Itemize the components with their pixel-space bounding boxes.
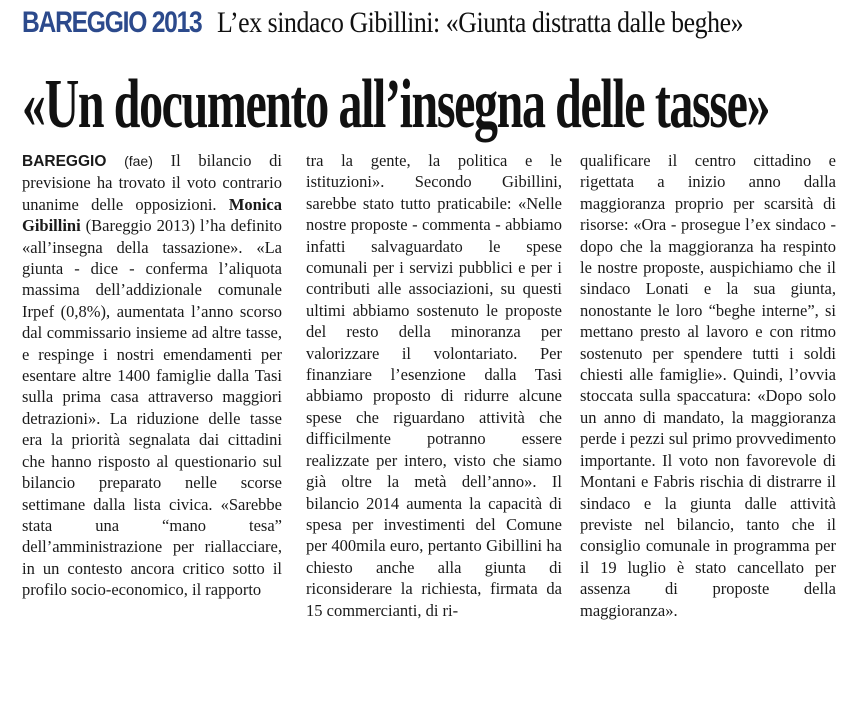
body-text: tra la gente, la politica e le istituzioni». Secondo Gibillini, sarebbe stato tutto praticabile: «Nelle nostre proposte - commenta - abbiamo infatti salvaguardato le spese comunali per i servizi pubblici e per i contributi alle associazioni, su questi ultimi abbiamo sostenuto le proposte del resto della minoranza per valorizzare il volontariato. Per finanziare l’esenzione dalla Tasi abbiamo proposto di ridurre alcune spese che riguardano attività che difficilmente potranno essere realizzate per intero, visto che siamo già oltre la metà dell’anno». Il bilancio 2014 aumenta la capacità di spesa per investimenti del Comune per 400mila euro, pertanto Gibillini ha chiesto anche alla giunta di riconsiderare la richiesta, firmata da 15 commercianti, di ri-: [306, 151, 562, 620]
body-text: qualificare il centro cittadino e rigettata a inizio anno dalla maggioranza proprio per scarsità di risorse: «Ora - prosegue l’ex sindaco - dopo che la maggioranza ha respinto le nostre proposte, auspichiamo che il sindaco Lonati e la sua giunta, nonostante le loro “beghe interne”, si mettano presto al lavoro e con ritmo sostenuto per spendere tutti i soldi chiesti alle famiglie». Quindi, l’ovvia stoccata sulla spaccatura: «Dopo solo un anno di mandato, la maggioranza perde i pezzi sul primo provvedimento importante. Il voto non favorevole di Montani e Fabris rischia di distrarre il sindaco e la giunta dalle attività previste nel bilancio, tanto che il consiglio comunale in programma per il 19 luglio è stato cancellato per assenza di proposte della maggioranza».: [580, 151, 836, 620]
dateline: BAREGGIO: [22, 153, 107, 170]
article-column-3: [580, 150, 836, 695]
body-text: (Bareggio 2013) l’ha definito «all’insegna della tassazione». «La giunta - dice - conferma l’aliquota massima dell’addizionale comunale Irpef (0,8%), aumentata l’anno scorso dal commissario insieme ad altre tasse, e respinge i nostri emendamenti per esentare altre 1400 famiglie dalla Tasi sulla prima casa attraverso maggiori detrazioni». La riduzione delle tasse era la priorità segnalata dai cittadini che hanno risposto al questionario sul bilancio preparato nelle scorse settimane dalla lista civica. «Sarebbe stata una “mano tesa” dell’amministrazione per riallacciare, in un contesto ancora critico sotto il profilo socio-economico, il rapporto: [22, 216, 282, 600]
header-row: [22, 6, 845, 46]
article-body: [22, 150, 845, 695]
body-text: Il bilancio di previsione ha trovato il voto contrario unanime delle opposizioni.: [22, 151, 282, 214]
paragraph: [22, 150, 282, 601]
article-column-1: [22, 150, 282, 695]
article-column-2: [306, 150, 562, 695]
section-kicker: BAREGGIO 2013: [22, 6, 202, 39]
author-initials: (fae): [124, 153, 153, 169]
subheadline: L’ex sindaco Gibillini: «Giunta distratta dalle beghe»: [216, 6, 744, 39]
headline: «Un documento all’insegna delle tasse»: [22, 66, 770, 143]
person-name: Monica Gibillini: [22, 194, 282, 236]
